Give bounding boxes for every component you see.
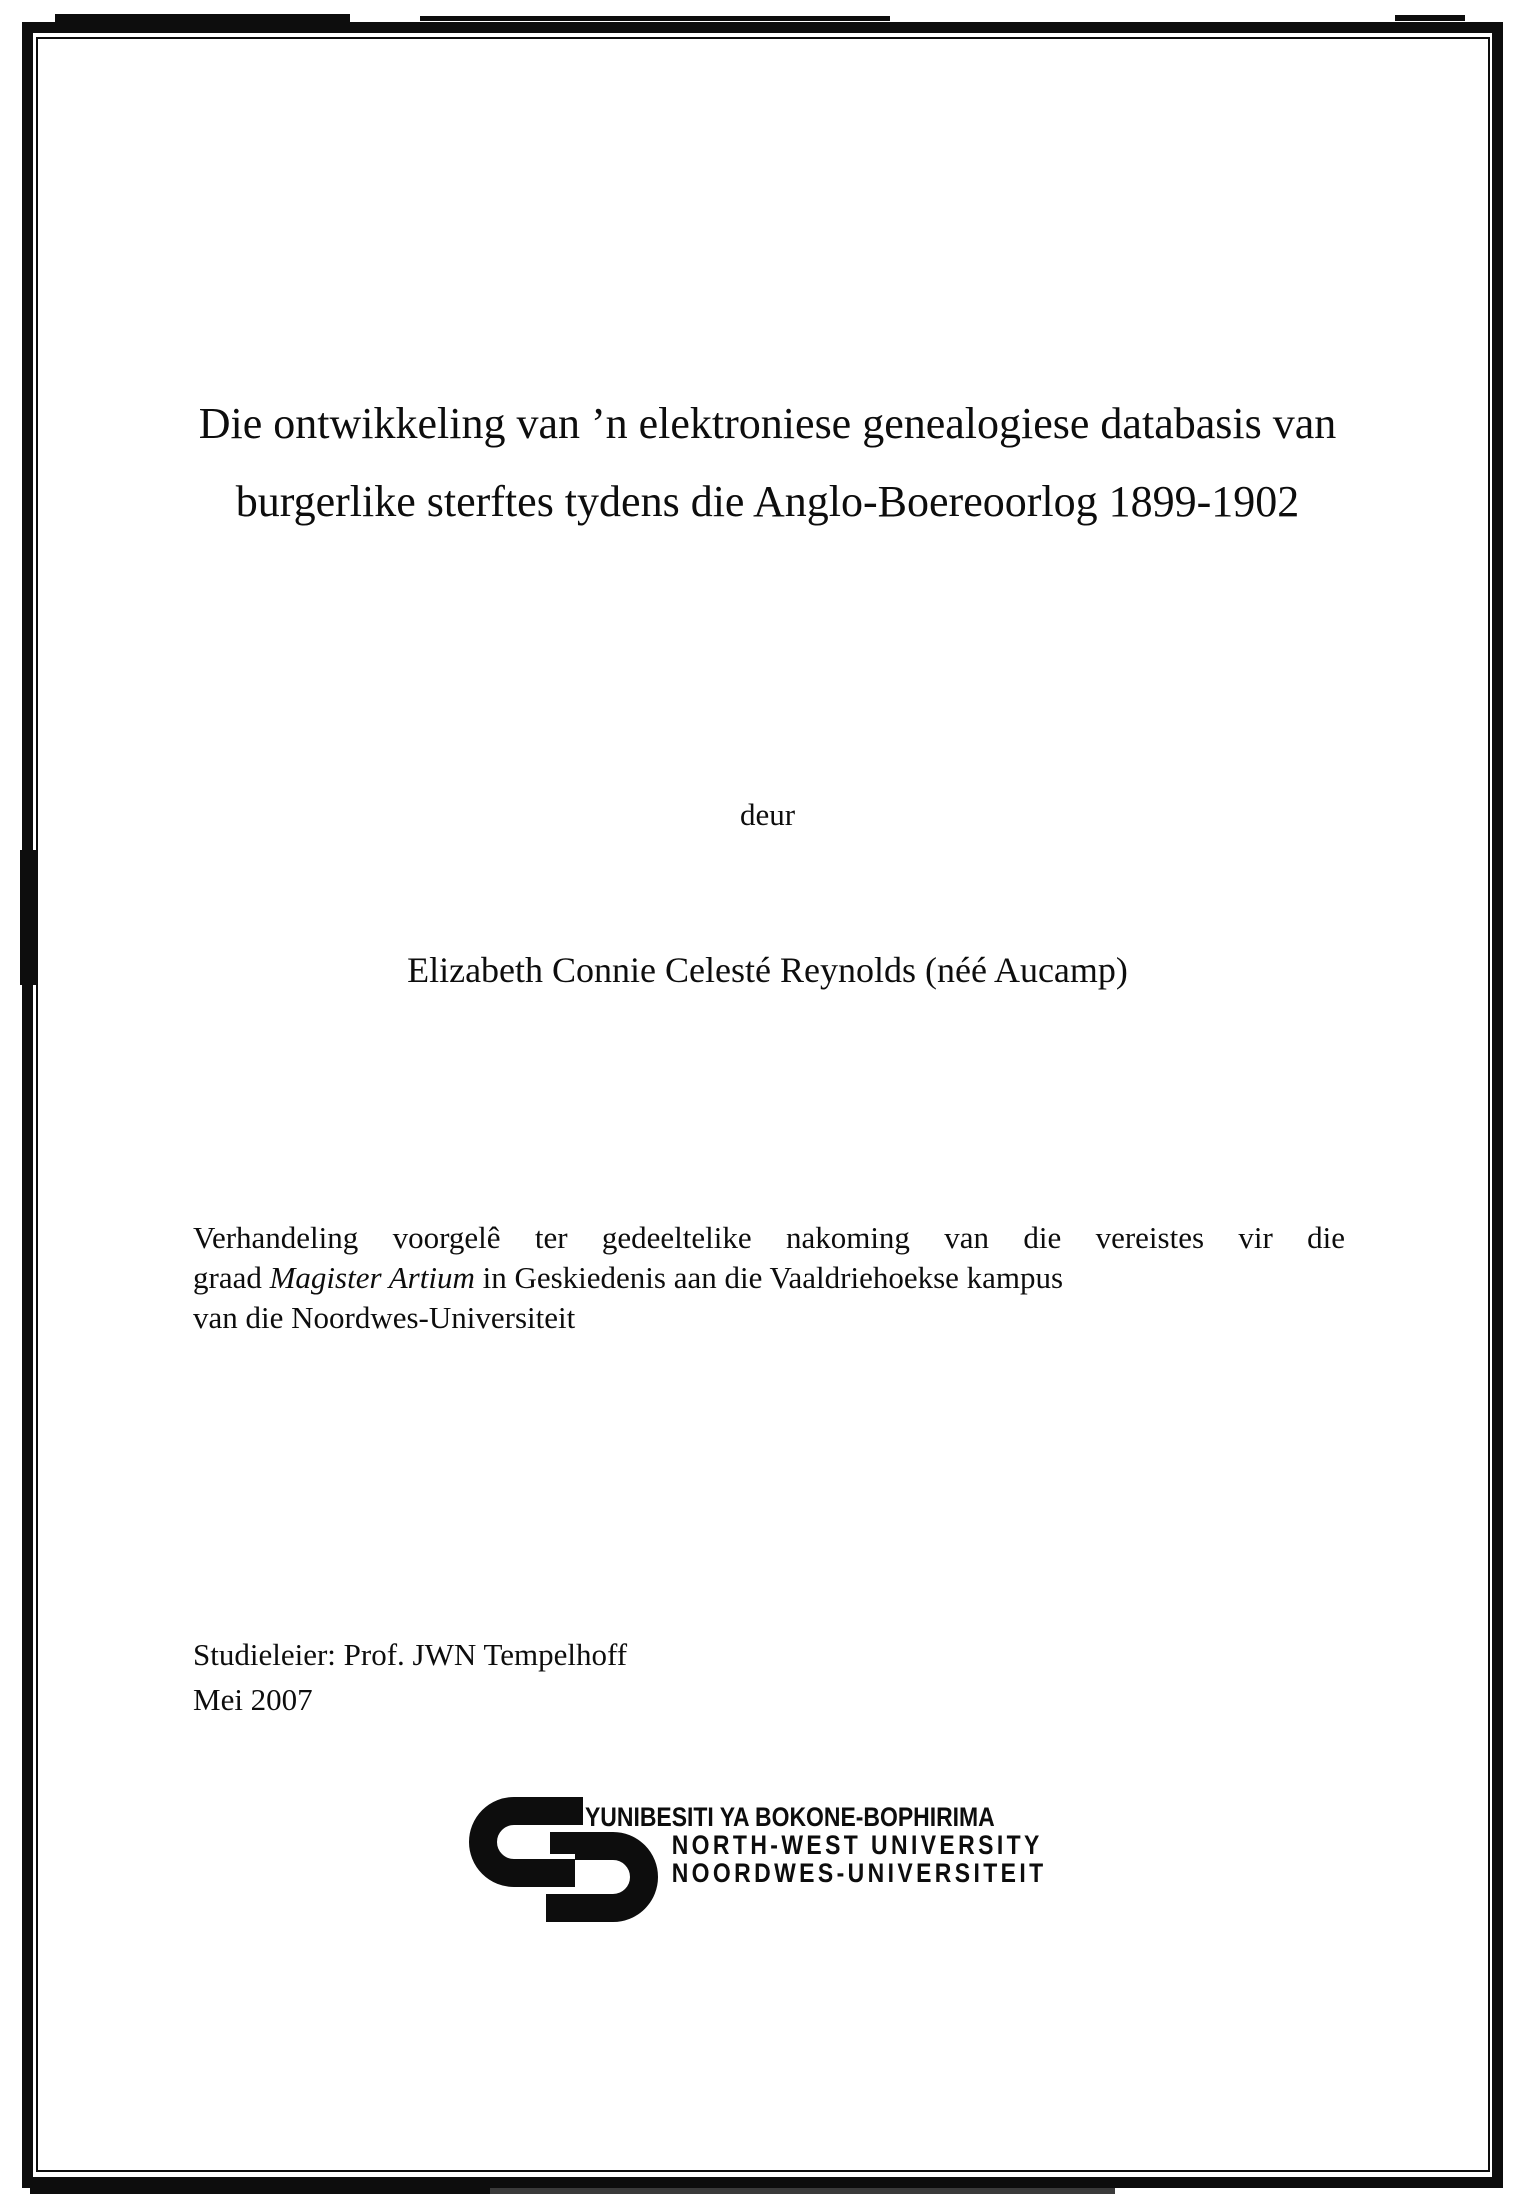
degree-statement-line2-post: in Geskiedenis aan die Vaaldriehoekse kampus (474, 1260, 1064, 1295)
degree-statement-line1: Verhandeling voorgelê ter gedeeltelike nakoming van die vereistes vir die (193, 1220, 1345, 1255)
university-name-afrikaans: NOORDWES-UNIVERSITEIT (671, 1858, 1047, 1888)
degree-name-italic: Magister Artium (269, 1260, 475, 1295)
university-name-english: NORTH-WEST UNIVERSITY (671, 1830, 1043, 1860)
degree-statement-line2 (193, 1258, 1345, 1298)
university-logo-text (585, 1803, 1047, 1887)
degree-statement-line3: van die Noordwes-Universiteit (193, 1300, 576, 1335)
degree-statement-line2-pre: graad (193, 1260, 270, 1295)
thesis-title-line1: Die ontwikkeling van ’n elektroniese genealogiese databasis van (198, 399, 1337, 448)
university-name-setswana: YUNIBESITI YA BOKONE-BOPHIRIMA (585, 1802, 995, 1832)
byline-label: deur (739, 797, 796, 832)
scan-artifact (420, 16, 890, 21)
supervisor-block (193, 1632, 1345, 1722)
thesis-title-line2: burgerlike sterftes tydens die Anglo-Boereoorlog 1899-1902 (235, 477, 1300, 526)
scan-artifact (490, 2188, 1115, 2194)
date-line: Mei 2007 (193, 1682, 313, 1717)
scan-artifact (20, 850, 38, 985)
scan-artifact (55, 14, 350, 26)
author-name: Elizabeth Connie Celesté Reynolds (néé Aucamp) (407, 950, 1128, 990)
degree-statement (193, 1218, 1345, 1338)
thesis-title (188, 385, 1347, 541)
scan-artifact (1395, 15, 1465, 21)
scan-artifact (30, 2184, 490, 2194)
supervisor-line: Studieleier: Prof. JWN Tempelhoff (193, 1637, 628, 1672)
